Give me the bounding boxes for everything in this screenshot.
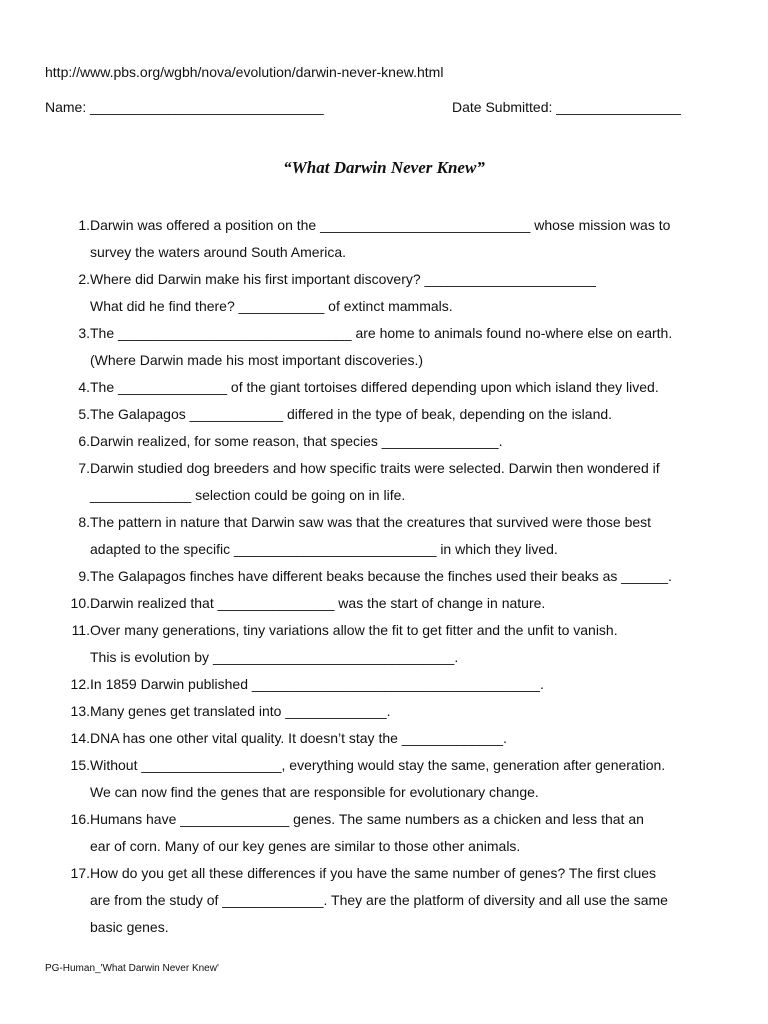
question-text [90,563,730,590]
question-text [90,617,730,671]
question-item [60,752,730,806]
question-text [90,806,730,860]
question-line: Many genes get translated into _____________. [90,703,391,719]
question-number: 5. [78,406,90,422]
question-item [60,320,730,374]
question-line: The Galapagos ____________ differed in the type of beak, depending on the island. [90,406,613,422]
question-number: 3. [78,325,90,341]
question-line: Without __________________, everything would stay the same, generation after generation. [90,757,666,773]
question-text [90,428,730,455]
question-item [60,266,730,320]
question-number: 11. [71,622,90,638]
question-item [60,428,730,455]
question-number: 15. [70,757,90,773]
question-text [90,374,730,401]
question-item [60,374,730,401]
question-text [90,212,730,266]
question-number: 1. [78,217,90,233]
question-item [60,860,730,941]
question-line: _____________ selection could be going on in life. [90,487,406,503]
question-number: 7. [78,460,90,476]
question-text [90,752,730,806]
question-text [90,455,730,509]
question-line: This is evolution by _______________________________. [90,649,459,665]
source-url: http://www.pbs.org/wgbh/nova/evolution/darwin-never-knew.html [45,64,444,80]
question-line: basic genes. [90,919,169,935]
question-number: 16. [70,811,90,827]
question-item [60,806,730,860]
question-line: Darwin studied dog breeders and how specific traits were selected. Darwin then wondered if [90,460,660,476]
question-number: 6. [78,433,90,449]
question-text [90,671,730,698]
question-item [60,401,730,428]
question-line: Where did Darwin make his first important discovery? ______________________ [90,271,596,287]
question-item [60,590,730,617]
question-line: Darwin realized that _______________ was the start of change in nature. [90,595,546,611]
question-line: survey the waters around South America. [90,244,347,260]
question-item [60,671,730,698]
worksheet-title: “What Darwin Never Knew” [283,158,485,177]
question-text [90,401,730,428]
question-text [90,320,730,374]
question-number: 17. [70,865,90,881]
question-line: The Galapagos finches have different beaks because the finches used their beaks as ______. [90,568,672,584]
question-number: 12. [70,676,90,692]
question-line: Darwin was offered a position on the ___________________________ whose mission was to [90,217,671,233]
question-number: 10. [70,595,90,611]
question-line: (Where Darwin made his most important discoveries.) [90,352,423,368]
question-line: adapted to the specific __________________________ in which they lived. [90,541,558,557]
question-line: are from the study of _____________. They are the platform of diversity and all use the same [90,892,668,908]
question-line: ear of corn. Many of our key genes are similar to those other animals. [90,838,521,854]
question-item [60,563,730,590]
question-number: 9. [78,568,90,584]
question-text [90,266,730,320]
question-text [90,509,730,563]
question-item [60,455,730,509]
question-text [90,590,730,617]
question-number: 8. [78,514,90,530]
date-submitted-field-line: Date Submitted: ________________ [452,99,681,115]
question-line: In 1859 Darwin published _____________________________________. [90,676,544,692]
question-text [90,698,730,725]
question-number: 2. [78,271,90,287]
question-item [60,617,730,671]
question-item [60,509,730,563]
question-line: The ______________ of the giant tortoises differed depending upon which island they lived. [90,379,659,395]
name-field-line: Name: ______________________________ [45,99,324,115]
question-line: How do you get all these differences if you have the same number of genes? The first clues [90,865,657,881]
question-line: We can now find the genes that are responsible for evolutionary change. [90,784,539,800]
question-line: The ______________________________ are home to animals found no-where else on earth. [90,325,673,341]
question-item [60,698,730,725]
question-line: DNA has one other vital quality. It doesn’t stay the _____________. [90,730,507,746]
footer-text: PG-Human_'What Darwin Never Knew' [45,963,219,974]
question-line: The pattern in nature that Darwin saw was that the creatures that survived were those best [90,514,652,530]
question-number: 13. [70,703,90,719]
question-line: Over many generations, tiny variations allow the fit to get fitter and the unfit to vanish. [90,622,618,638]
question-text [90,725,730,752]
question-list [60,212,730,941]
question-line: Humans have ______________ genes. The same numbers as a chicken and less that an [90,811,644,827]
question-number: 14. [70,730,90,746]
question-line: Darwin realized, for some reason, that species _______________. [90,433,503,449]
question-line: What did he find there? ___________ of extinct mammals. [90,298,453,314]
question-item [60,212,730,266]
question-text [90,860,730,941]
question-item [60,725,730,752]
question-number: 4. [78,379,90,395]
